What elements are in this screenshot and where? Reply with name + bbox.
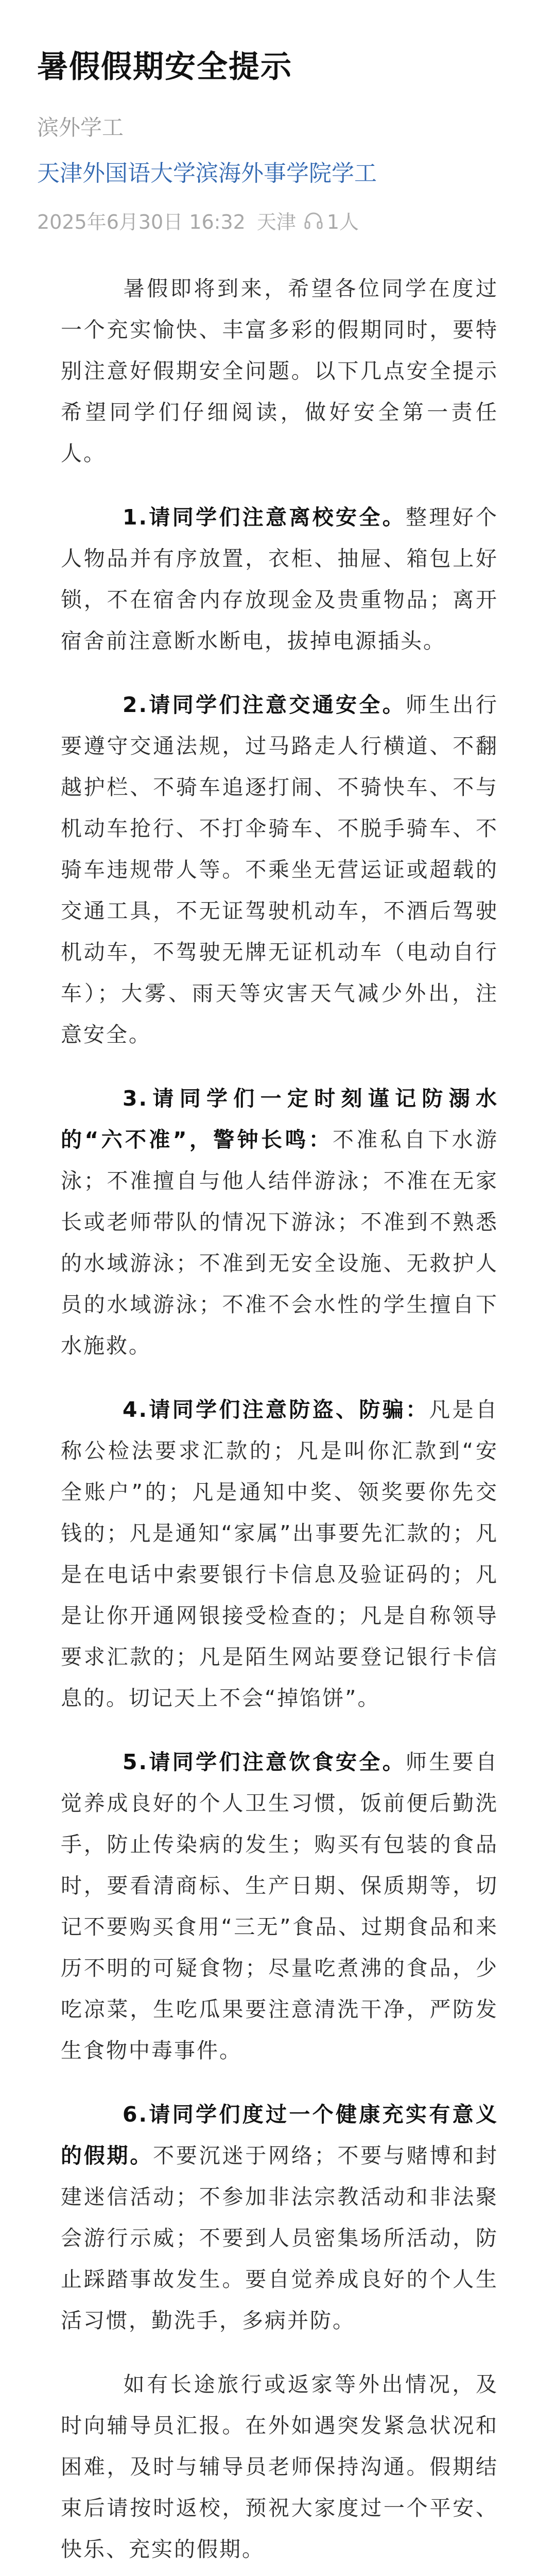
source-account-link[interactable]: 滨外学工 [37, 115, 124, 140]
item-text: 整理好个人物品并有序放置，衣柜、抽屉、箱包上好锁，不在宿舍内存放现金及贵重物品；离开宿舍前注意断水断电，拔掉电源插头。 [61, 505, 498, 653]
publish-location: 天津 [256, 211, 296, 233]
safety-item [61, 1078, 498, 1366]
item-heading: 4.请同学们注意防盗、防骗： [123, 1397, 429, 1422]
item-text: 师生要自觉养成良好的个人卫生习惯，饭前便后勤洗手，防止传染病的发生；购买有包装的食品时，要看清商标、生产日期、保质期等，切记不要购买食用“三无”食品、过期食品和来历不明的可疑食物；尽量吃煮沸的食品，少吃凉菜，生吃瓜果要注意清洗干净，严防发生食物中毒事件。 [61, 1750, 498, 2063]
item-heading: 2.请同学们注意交通安全。 [123, 692, 406, 717]
closing-paragraph [61, 2364, 498, 2570]
article-title: 暑假假期安全提示 [37, 49, 292, 85]
headphone-icon[interactable] [303, 210, 324, 231]
item-text: 师生出行要遵守交通法规，过马路走人行横道、不翻越护栏、不骑车追逐打闹、不骑快车、不与机动车抢行、不打伞骑车、不脱手骑车、不骑车违规带人等。不乘坐无营运证或超载的交通工具，不无证驾驶机动车，不酒后驾驶机动车，不驾驶无牌无证机动车（电动自行车）；大雾、雨天等灾害天气减少外出，注意安全。 [61, 692, 498, 1047]
safety-item [61, 1389, 498, 1719]
safety-item [61, 497, 498, 662]
item-text: 不准私自下水游泳；不准擅自与他人结伴游泳；不准在无家长或老师带队的情况下游泳；不准到不熟悉的水域游泳；不准到无安全设施、无救护人员的水域游泳；不准不会水性的学生擅自下水施救。 [61, 1127, 498, 1358]
closing-text: 如有长途旅行或返家等外出情况，及时向辅导员汇报。在外如遇突发紧急状况和困难，及时与辅导员老师保持沟通。假期结束后请按时返校，预祝大家度过一个平安、快乐、充实的假期。 [61, 2372, 498, 2562]
intro-paragraph [61, 268, 498, 474]
item-heading: 3.请同学们一定时刻谨记防溺水的“六不准”，警钟长鸣： [61, 1086, 498, 1152]
listen-count: 1人 [326, 211, 359, 233]
item-text: 不要沉迷于网络；不要与赌博和封建迷信活动；不参加非法宗教活动和非法聚会游行示威；不要到人员密集场所活动，防止踩踏事故发生。要自觉养成良好的个人生活习惯，勤洗手，多病并防。 [61, 2143, 499, 2333]
safety-item [61, 1741, 498, 2071]
item-heading: 1.请同学们注意离校安全。 [123, 505, 406, 530]
item-heading: 5.请同学们注意饮食安全。 [123, 1750, 406, 1774]
item-heading: 6.请同学们度过一个健康充实有意义的假期。 [61, 2102, 498, 2168]
safety-item [61, 684, 498, 1055]
organization-link[interactable]: 天津外国语大学滨海外事学院学工 [37, 160, 377, 187]
safety-item [61, 2094, 498, 2341]
intro-text: 暑假即将到来，希望各位同学在度过一个充实愉快、丰富多彩的假期同时，要特别注意好假期安全问题。以下几点安全提示希望同学们仔细阅读，做好安全第一责任人。 [61, 276, 498, 466]
article-meta [37, 206, 359, 234]
item-text: 凡是自称公检法要求汇款的；凡是叫你汇款到“安全账户”的；凡是通知中奖、领奖要你先交钱的；凡是通知“家属”出事要先汇款的；凡是在电话中索要银行卡信息及验证码的；凡是让你开通网银接受检查的；凡是自称领导要求汇款的；凡是陌生网站要登记银行卡信息的。切记天上不会“掉馅饼”。 [61, 1397, 498, 1710]
publish-date: 2025年6月30日 16:32 [37, 211, 246, 233]
article-body [61, 268, 498, 2576]
